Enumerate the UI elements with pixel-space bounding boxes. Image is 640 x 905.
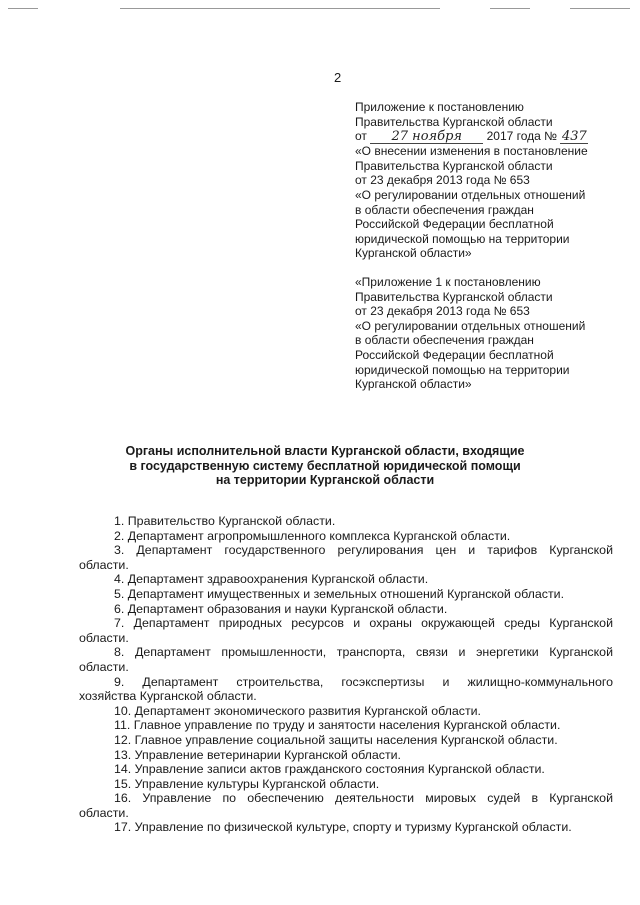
document-title [90, 444, 560, 488]
handwritten-date: 27 ноября [370, 131, 483, 144]
title-line: на территории Курганской области [215, 473, 435, 487]
list-item: 1. Правительство Курганской области. [114, 514, 336, 528]
list-item: 2. Департамент агропромышленного комплекса Курганской области. [114, 528, 511, 543]
appendix-line: от 23 декабря 2013 года № 653 [355, 304, 530, 319]
list-item: 14. Управление записи актов гражданского состояния Курганской области. [114, 762, 545, 777]
title-line: в государственную систему бесплатной юридической помощи [129, 458, 521, 473]
appendix-line: «О регулировании отдельных отношений [355, 318, 586, 333]
header-line: Приложение к постановлению [355, 100, 524, 114]
list-item: 17. Управление по физической культуре, спорту и туризму Курганской области. [114, 820, 572, 835]
scan-mark [570, 8, 630, 9]
list-item: 3. Департамент государственного регулирования цен и тарифов Курганской области. [79, 543, 613, 572]
appendix-line: в области обеспечения граждан [355, 333, 534, 348]
appendix-line: Российской Федерации бесплатной [355, 347, 554, 362]
list-item: 13. Управление ветеринарии Курганской области. [114, 747, 402, 762]
list-item: 8. Департамент промышленности, транспорта, связи и энергетики Курганской области. [79, 645, 613, 674]
appendix-line: Правительства Курганской области [355, 289, 553, 304]
scan-mark [8, 8, 38, 9]
list-item: 11. Главное управление по труду и занятости населения Курганской области. [114, 718, 561, 733]
handwritten-number: 437 [561, 129, 587, 145]
list-item: 7. Департамент природных ресурсов и охраны окружающей среды Курганской области. [79, 616, 613, 645]
list-item: 16. Управление по обеспечению деятельности мировых судей в Курганской области. [79, 791, 613, 820]
list-item: 10. Департамент экономического развития Курганской области. [114, 703, 482, 718]
organizations-list [79, 514, 613, 835]
header-line: от 23 декабря 2013 года № 653 [355, 173, 530, 188]
date-middle: 2017 года № [486, 129, 558, 144]
appendix-line: юридической помощью на территории [355, 362, 570, 377]
header-line: Российской Федерации бесплатной [355, 217, 554, 232]
page-number: 2 [334, 70, 342, 85]
list-item: 9. Департамент строительства, госэкспертизы и жилищно-коммунального хозяйства Курганской области. [79, 674, 613, 704]
scan-mark [490, 8, 530, 9]
scan-mark [120, 8, 440, 9]
header-line: «О регулировании отдельных отношений [355, 187, 586, 202]
list-item: 6. Департамент образования и науки Курганской области. [114, 601, 448, 616]
appendix-header [355, 100, 620, 392]
appendix-line: Курганской области» [355, 377, 472, 392]
header-line: Курганской области» [355, 246, 472, 261]
header-date-line [355, 129, 620, 144]
header-line: в области обеспечения граждан [355, 202, 534, 217]
header-line: юридической помощью на территории [355, 231, 570, 246]
header-line: Правительства Курганской области [355, 158, 553, 173]
header-line: Правительства Курганской области [355, 114, 553, 129]
header-line: «О внесении изменения в постановление [355, 144, 588, 159]
list-item: 5. Департамент имущественных и земельных отношений Курганской области. [114, 586, 565, 601]
date-prefix: от [355, 129, 367, 144]
appendix-line: «Приложение 1 к постановлению [355, 274, 541, 289]
title-line: Органы исполнительной власти Курганской области, входящие [125, 444, 525, 458]
list-item: 12. Главное управление социальной защиты населения Курганской области. [114, 732, 558, 747]
list-item: 4. Департамент здравоохранения Курганской области. [114, 572, 429, 587]
list-item: 15. Управление культуры Курганской области. [114, 776, 380, 791]
